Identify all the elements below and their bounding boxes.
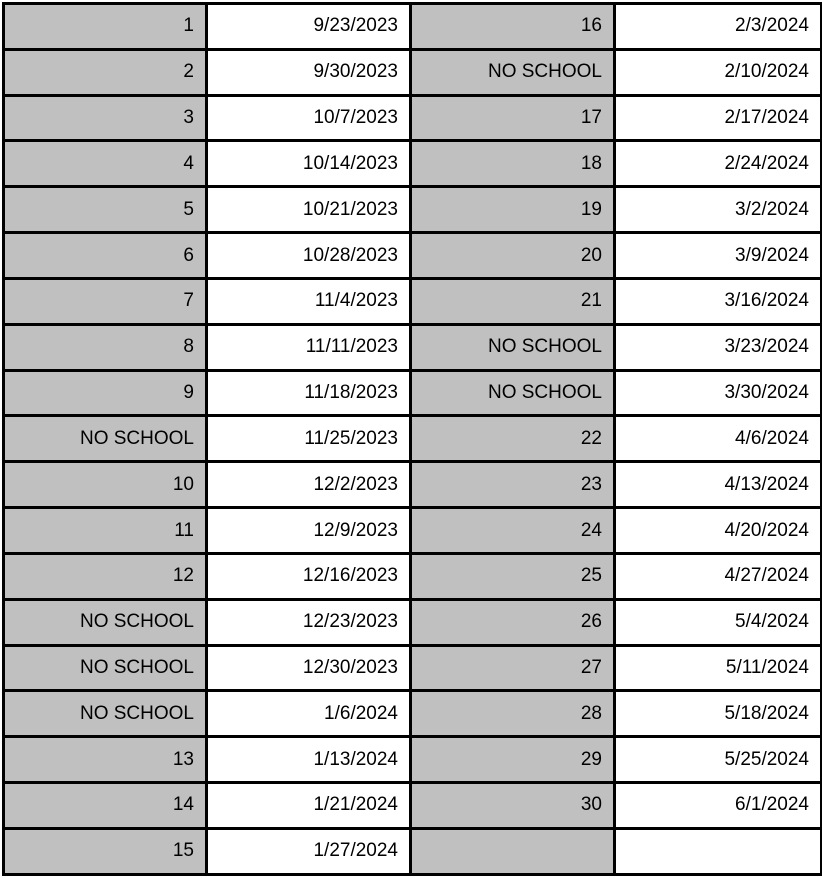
right-session-cell: 23 bbox=[411, 462, 615, 508]
right-date-cell: 5/18/2024 bbox=[615, 691, 822, 737]
right-session-cell: 17 bbox=[411, 95, 615, 141]
left-date-cell: 12/9/2023 bbox=[207, 508, 411, 554]
left-date-cell: 11/11/2023 bbox=[207, 324, 411, 370]
left-session-cell: 10 bbox=[4, 462, 207, 508]
left-session-cell: 2 bbox=[4, 49, 207, 95]
right-session-cell: 21 bbox=[411, 278, 615, 324]
right-date-cell: 3/23/2024 bbox=[615, 324, 822, 370]
right-date-cell: 4/6/2024 bbox=[615, 416, 822, 462]
right-session-cell: 28 bbox=[411, 691, 615, 737]
left-date-cell: 12/2/2023 bbox=[207, 462, 411, 508]
left-date-cell: 10/7/2023 bbox=[207, 95, 411, 141]
table-row bbox=[4, 553, 822, 599]
right-date-cell: 2/24/2024 bbox=[615, 141, 822, 187]
right-session-cell: 22 bbox=[411, 416, 615, 462]
table-row bbox=[4, 599, 822, 645]
left-session-cell: NO SCHOOL bbox=[4, 599, 207, 645]
left-session-cell: 3 bbox=[4, 95, 207, 141]
schedule-body bbox=[4, 4, 822, 875]
right-session-cell: 26 bbox=[411, 599, 615, 645]
right-date-cell: 2/17/2024 bbox=[615, 95, 822, 141]
right-session-cell: 25 bbox=[411, 553, 615, 599]
left-session-cell: NO SCHOOL bbox=[4, 691, 207, 737]
table-row bbox=[4, 783, 822, 829]
right-session-cell: 24 bbox=[411, 508, 615, 554]
table-row bbox=[4, 4, 822, 50]
left-date-cell: 11/18/2023 bbox=[207, 370, 411, 416]
left-date-cell: 10/21/2023 bbox=[207, 187, 411, 233]
table-row bbox=[4, 187, 822, 233]
left-date-cell: 11/25/2023 bbox=[207, 416, 411, 462]
right-date-cell: 3/2/2024 bbox=[615, 187, 822, 233]
left-session-cell: 6 bbox=[4, 233, 207, 279]
left-session-cell: 9 bbox=[4, 370, 207, 416]
left-date-cell: 10/28/2023 bbox=[207, 233, 411, 279]
left-date-cell: 12/30/2023 bbox=[207, 645, 411, 691]
right-date-cell: 2/3/2024 bbox=[615, 4, 822, 50]
left-date-cell: 9/23/2023 bbox=[207, 4, 411, 50]
left-session-cell: NO SCHOOL bbox=[4, 645, 207, 691]
school-schedule-table bbox=[2, 2, 822, 876]
table-row bbox=[4, 95, 822, 141]
right-date-cell: 5/4/2024 bbox=[615, 599, 822, 645]
table-row bbox=[4, 370, 822, 416]
right-date-cell: 4/27/2024 bbox=[615, 553, 822, 599]
right-session-cell: 27 bbox=[411, 645, 615, 691]
left-date-cell: 12/23/2023 bbox=[207, 599, 411, 645]
right-date-cell bbox=[615, 828, 822, 874]
left-session-cell: 4 bbox=[4, 141, 207, 187]
left-session-cell: 15 bbox=[4, 828, 207, 874]
table-row bbox=[4, 645, 822, 691]
left-session-cell: 11 bbox=[4, 508, 207, 554]
table-row bbox=[4, 737, 822, 783]
table-row bbox=[4, 416, 822, 462]
table-row bbox=[4, 462, 822, 508]
left-date-cell: 10/14/2023 bbox=[207, 141, 411, 187]
left-date-cell: 1/27/2024 bbox=[207, 828, 411, 874]
left-session-cell: 8 bbox=[4, 324, 207, 370]
table-row bbox=[4, 828, 822, 874]
left-session-cell: 7 bbox=[4, 278, 207, 324]
left-date-cell: 1/6/2024 bbox=[207, 691, 411, 737]
right-date-cell: 3/9/2024 bbox=[615, 233, 822, 279]
right-session-cell: 29 bbox=[411, 737, 615, 783]
table-row bbox=[4, 233, 822, 279]
right-date-cell: 3/16/2024 bbox=[615, 278, 822, 324]
table-row bbox=[4, 278, 822, 324]
right-session-cell: 18 bbox=[411, 141, 615, 187]
right-session-cell: 30 bbox=[411, 783, 615, 829]
left-date-cell: 9/30/2023 bbox=[207, 49, 411, 95]
right-date-cell: 5/11/2024 bbox=[615, 645, 822, 691]
right-session-cell: NO SCHOOL bbox=[411, 370, 615, 416]
right-date-cell: 5/25/2024 bbox=[615, 737, 822, 783]
right-session-cell: 20 bbox=[411, 233, 615, 279]
table-row bbox=[4, 141, 822, 187]
right-date-cell: 4/13/2024 bbox=[615, 462, 822, 508]
left-session-cell: NO SCHOOL bbox=[4, 416, 207, 462]
right-session-cell: NO SCHOOL bbox=[411, 49, 615, 95]
left-session-cell: 5 bbox=[4, 187, 207, 233]
left-session-cell: 14 bbox=[4, 783, 207, 829]
left-session-cell: 13 bbox=[4, 737, 207, 783]
right-session-cell: 16 bbox=[411, 4, 615, 50]
left-date-cell: 12/16/2023 bbox=[207, 553, 411, 599]
table-row bbox=[4, 508, 822, 554]
right-date-cell: 3/30/2024 bbox=[615, 370, 822, 416]
right-date-cell: 4/20/2024 bbox=[615, 508, 822, 554]
left-date-cell: 1/13/2024 bbox=[207, 737, 411, 783]
left-session-cell: 12 bbox=[4, 553, 207, 599]
left-date-cell: 1/21/2024 bbox=[207, 783, 411, 829]
table-row bbox=[4, 324, 822, 370]
table-row bbox=[4, 691, 822, 737]
left-date-cell: 11/4/2023 bbox=[207, 278, 411, 324]
table-row bbox=[4, 49, 822, 95]
right-date-cell: 6/1/2024 bbox=[615, 783, 822, 829]
right-session-cell bbox=[411, 828, 615, 874]
left-session-cell: 1 bbox=[4, 4, 207, 50]
right-session-cell: 19 bbox=[411, 187, 615, 233]
right-session-cell: NO SCHOOL bbox=[411, 324, 615, 370]
right-date-cell: 2/10/2024 bbox=[615, 49, 822, 95]
